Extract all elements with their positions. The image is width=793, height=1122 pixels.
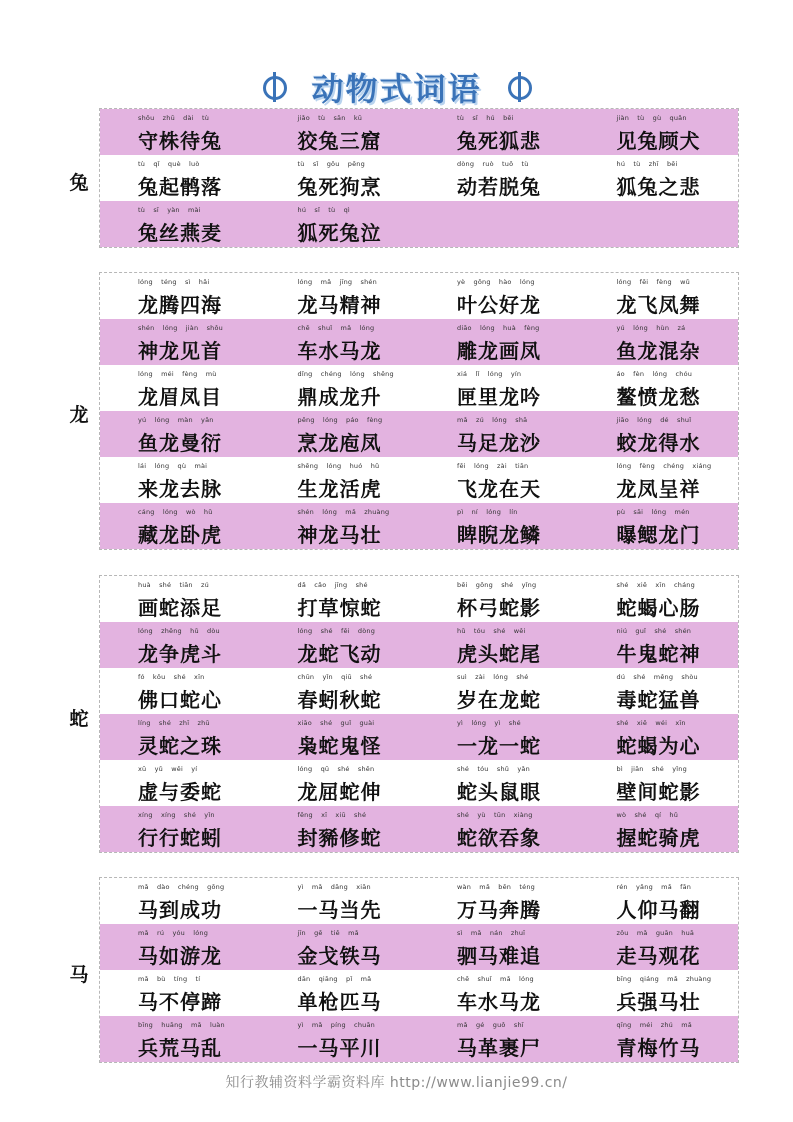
idiom-word: 龙腾四海 (138, 293, 222, 317)
idiom-cell (100, 970, 260, 1016)
idiom-pinyin: wò shé qí hǔ (616, 811, 679, 819)
idiom-cell (419, 668, 579, 714)
idiom-pinyin: dǐng chéng lóng shēng (297, 370, 394, 378)
idiom-cell (579, 806, 739, 852)
idiom-pinyin: zǒu mǎ guān huā (616, 929, 695, 937)
idiom-word: 金戈铁马 (297, 944, 382, 968)
idiom-cell (260, 411, 420, 457)
idiom-word: 神龙马壮 (297, 523, 382, 547)
idiom-row (100, 924, 738, 970)
idiom-pinyin: shén lóng jiàn shǒu (138, 324, 223, 332)
idiom-cell (100, 878, 260, 924)
idiom-cell (260, 201, 420, 247)
idiom-cell (419, 457, 579, 503)
idiom-pinyin: lóng fēi fèng wǔ (616, 278, 690, 286)
idiom-cell (260, 109, 420, 155)
right-ornament-icon (504, 72, 534, 102)
idiom-cell (260, 878, 420, 924)
idiom-row (100, 457, 738, 503)
idiom-pinyin: shēng lóng huó hǔ (297, 462, 380, 470)
idiom-cell (579, 668, 739, 714)
idiom-cell (100, 411, 260, 457)
idiom-cell (100, 503, 260, 549)
idiom-cell (579, 924, 739, 970)
idiom-word: 春蚓秋蛇 (297, 688, 382, 712)
idiom-cell (579, 109, 739, 155)
idiom-word: 虎头蛇尾 (457, 642, 541, 666)
idiom-pinyin: bīng huāng mǎ luàn (138, 1021, 225, 1029)
idiom-cell (260, 970, 420, 1016)
idiom-pinyin: fēi lóng zài tiān (457, 462, 529, 470)
idiom-cell (579, 714, 739, 760)
idiom-pinyin: mǎ dào chéng gōng (138, 883, 225, 891)
idiom-word: 睥睨龙鳞 (457, 523, 541, 547)
idiom-cell (419, 109, 579, 155)
idiom-word: 飞龙在天 (457, 477, 541, 501)
idiom-word: 一马当先 (297, 898, 382, 922)
idiom-word: 马不停蹄 (138, 990, 222, 1014)
idiom-pinyin: jiǎo tù sān kū (297, 114, 363, 122)
idiom-pinyin: xū yǔ wěi yí (138, 765, 198, 773)
idiom-cell (260, 576, 420, 622)
idiom-cell (260, 273, 420, 319)
idiom-cell (100, 576, 260, 622)
section-label: 蛇 (69, 708, 89, 730)
idiom-word: 曝鳃龙门 (616, 523, 701, 547)
idiom-pinyin: jiàn tù gù quǎn (616, 114, 687, 122)
idiom-pinyin: lóng fèng chéng xiáng (616, 462, 712, 470)
idiom-pinyin: lái lóng qù mài (138, 462, 208, 470)
idiom-word: 龙眉凤目 (138, 385, 222, 409)
idiom-pinyin: dān qiāng pǐ mǎ (297, 975, 372, 983)
idiom-pinyin: shé xiē wéi xīn (616, 719, 686, 727)
idiom-word: 雕龙画凤 (457, 339, 541, 363)
idiom-row (100, 411, 738, 457)
idiom-cell (419, 714, 579, 760)
idiom-word: 单枪匹马 (297, 990, 382, 1014)
idiom-word: 万马奔腾 (457, 898, 541, 922)
idiom-pinyin: qīng méi zhú mǎ (616, 1021, 692, 1029)
idiom-word: 封豨修蛇 (297, 826, 382, 850)
idiom-cell (260, 365, 420, 411)
idiom-pinyin: suì zài lóng shé (457, 673, 529, 681)
idiom-word: 兵荒马乱 (138, 1036, 222, 1060)
idiom-pinyin: hǔ tóu shé wěi (457, 627, 526, 635)
idiom-word: 毒蛇猛兽 (616, 688, 701, 712)
idiom-cell (100, 1016, 260, 1062)
idiom-word: 龙屈蛇伸 (297, 780, 382, 804)
idiom-row (100, 273, 738, 319)
idiom-word: 兔死狐悲 (457, 129, 541, 153)
idiom-cell (579, 319, 739, 365)
idiom-cell (579, 970, 739, 1016)
idiom-word: 龙凤呈祥 (616, 477, 701, 501)
idiom-pinyin: jīn gē tiě mǎ (297, 929, 359, 937)
idiom-word: 鱼龙混杂 (616, 339, 701, 363)
idiom-cell (100, 668, 260, 714)
idiom-pinyin: bēi gōng shé yǐng (457, 581, 537, 589)
idiom-cell (419, 878, 579, 924)
idiom-pinyin: wàn mǎ bēn téng (457, 883, 535, 891)
idiom-cell (260, 924, 420, 970)
idiom-row (100, 668, 738, 714)
idiom-pinyin: rén yǎng mǎ fān (616, 883, 692, 891)
idiom-word: 车水马龙 (457, 990, 541, 1014)
idiom-cell (419, 622, 579, 668)
idiom-cell (260, 714, 420, 760)
idiom-word: 鼎成龙升 (297, 385, 382, 409)
idiom-pinyin: diāo lóng huà fèng (457, 324, 540, 332)
idiom-row (100, 970, 738, 1016)
idiom-cell (419, 576, 579, 622)
idiom-pinyin: huà shé tiān zú (138, 581, 209, 589)
idiom-pinyin: tù sī yàn mài (138, 206, 201, 214)
idiom-word: 蛇蝎为心 (616, 734, 701, 758)
idiom-pinyin: shé yù tūn xiàng (457, 811, 533, 819)
idiom-cell (419, 411, 579, 457)
idiom-cell (100, 622, 260, 668)
idiom-word: 狐兔之悲 (616, 175, 701, 199)
idiom-cell (260, 319, 420, 365)
idiom-cell (579, 201, 739, 247)
idiom-pinyin: xiá lǐ lóng yín (457, 370, 522, 378)
idiom-cell (260, 155, 420, 201)
idiom-pinyin: shén lóng mǎ zhuàng (297, 508, 390, 516)
idiom-word: 虚与委蛇 (138, 780, 222, 804)
idiom-cell (419, 503, 579, 549)
idiom-word: 马足龙沙 (457, 431, 541, 455)
idiom-cell (260, 457, 420, 503)
idiom-row (100, 760, 738, 806)
idiom-pinyin: lóng shé fēi dòng (297, 627, 376, 635)
idiom-word: 生龙活虎 (297, 477, 382, 501)
idiom-word: 叶公好龙 (457, 293, 541, 317)
idiom-cell (419, 319, 579, 365)
idiom-cell (260, 503, 420, 549)
idiom-row (100, 365, 738, 411)
idiom-cell (100, 319, 260, 365)
idiom-word: 龙争虎斗 (138, 642, 222, 666)
idiom-pinyin: niú guǐ shé shén (616, 627, 692, 635)
section-box (99, 108, 739, 248)
section-box (99, 575, 739, 853)
idiom-cell (260, 806, 420, 852)
idiom-pinyin: tù qǐ què luò (138, 160, 200, 168)
footer-source: 知行教辅资料学霸资料库 http://www.lianjie99.cn/ (225, 1075, 568, 1091)
idiom-pinyin: lóng téng sì hǎi (138, 278, 210, 286)
idiom-word: 兔丝燕麦 (138, 221, 222, 245)
idiom-cell (100, 365, 260, 411)
idiom-cell (579, 273, 739, 319)
idiom-pinyin: yì mǎ dāng xiān (297, 883, 371, 891)
idiom-pinyin: hú tù zhī bēi (616, 160, 678, 168)
idiom-pinyin: lóng zhēng hǔ dòu (138, 627, 220, 635)
idiom-word: 马到成功 (138, 898, 222, 922)
idiom-word: 蛇欲吞象 (457, 826, 541, 850)
idiom-pinyin: yú lóng hùn zá (616, 324, 686, 332)
idiom-pinyin: lóng qū shé shēn (297, 765, 375, 773)
idiom-row (100, 714, 738, 760)
idiom-pinyin: jiāo lóng dé shuǐ (616, 416, 692, 424)
idiom-word: 牛鬼蛇神 (616, 642, 701, 666)
idiom-cell (419, 806, 579, 852)
idiom-word: 鳌愤龙愁 (616, 385, 701, 409)
idiom-word: 画蛇添足 (138, 596, 222, 620)
idiom-word: 马革裹尸 (457, 1036, 541, 1060)
idiom-word: 来龙去脉 (138, 477, 222, 501)
idiom-cell (419, 970, 579, 1016)
section-label: 龙 (69, 404, 89, 426)
idiom-cell (100, 924, 260, 970)
idiom-pinyin: pù sāi lóng mén (616, 508, 690, 516)
idiom-pinyin: lóng mǎ jīng shén (297, 278, 377, 286)
section-label: 兔 (69, 172, 89, 194)
idiom-word: 马如游龙 (138, 944, 222, 968)
idiom-word: 烹龙庖凤 (297, 431, 382, 455)
idiom-cell (100, 760, 260, 806)
idiom-word: 驷马难追 (457, 944, 541, 968)
idiom-pinyin: mǎ rú yóu lóng (138, 929, 209, 937)
idiom-cell (100, 806, 260, 852)
idiom-word: 龙飞凤舞 (616, 293, 701, 317)
page-header (0, 62, 793, 112)
idiom-pinyin: yì lóng yì shé (457, 719, 521, 727)
idiom-pinyin: chūn yǐn qiū shé (297, 673, 373, 681)
idiom-pinyin: tù sǐ hú bēi (457, 114, 514, 122)
idiom-pinyin: chē shuǐ mǎ lóng (457, 975, 534, 983)
idiom-pinyin: yè gōng hào lóng (457, 278, 535, 286)
idiom-word: 人仰马翻 (616, 898, 701, 922)
idiom-pinyin: dǎ cǎo jīng shé (297, 581, 368, 589)
idiom-word: 走马观花 (616, 944, 701, 968)
idiom-pinyin: shé xiē xīn cháng (616, 581, 695, 589)
idiom-word: 见兔顾犬 (616, 129, 701, 153)
idiom-cell (419, 760, 579, 806)
idiom-pinyin: lóng méi fèng mù (138, 370, 217, 378)
idiom-cell (579, 622, 739, 668)
idiom-row (100, 622, 738, 668)
idiom-cell (260, 668, 420, 714)
idiom-word: 藏龙卧虎 (138, 523, 222, 547)
idiom-word: 岁在龙蛇 (457, 688, 541, 712)
idiom-cell (260, 1016, 420, 1062)
idiom-pinyin: fēng xī xiū shé (297, 811, 367, 819)
idiom-pinyin: mǎ zú lóng shā (457, 416, 528, 424)
idiom-cell (579, 155, 739, 201)
idiom-cell (579, 760, 739, 806)
page-title: 动物式词语 (311, 70, 482, 108)
idiom-pinyin: chē shuǐ mǎ lóng (297, 324, 375, 332)
idiom-pinyin: hú sǐ tù qì (297, 206, 350, 214)
idiom-pinyin: xíng xíng shé yǐn (138, 811, 215, 819)
idiom-word: 龙马精神 (297, 293, 382, 317)
idiom-pinyin: líng shé zhī zhū (138, 719, 210, 727)
idiom-row (100, 806, 738, 852)
idiom-word: 神龙见首 (138, 339, 222, 363)
idiom-cell (100, 155, 260, 201)
section-box (99, 877, 739, 1063)
idiom-word: 青梅竹马 (616, 1036, 701, 1060)
idiom-pinyin: mǎ bù tíng tí (138, 975, 201, 983)
idiom-word: 狡兔三窟 (297, 129, 382, 153)
idiom-cell (579, 576, 739, 622)
idiom-word: 匣里龙吟 (457, 385, 541, 409)
idiom-cell (579, 411, 739, 457)
idiom-cell (260, 760, 420, 806)
idiom-pinyin: tù sǐ gǒu pēng (297, 160, 365, 168)
idiom-pinyin: dòng ruò tuō tù (457, 160, 529, 168)
idiom-row (100, 576, 738, 622)
section-box (99, 272, 739, 550)
idiom-pinyin: cáng lóng wò hǔ (138, 508, 213, 516)
idiom-word: 兔起鹘落 (138, 175, 222, 199)
idiom-word: 龙蛇飞动 (297, 642, 382, 666)
idiom-row (100, 503, 738, 549)
idiom-word: 蛇头鼠眼 (457, 780, 541, 804)
idiom-word: 杯弓蛇影 (457, 596, 541, 620)
idiom-word: 守株待兔 (138, 129, 222, 153)
idiom-pinyin: dú shé měng shòu (616, 673, 698, 681)
idiom-word: 动若脱兔 (457, 175, 541, 199)
idiom-cell (419, 924, 579, 970)
idiom-word: 鱼龙曼衍 (138, 431, 222, 455)
idiom-row (100, 1016, 738, 1062)
idiom-row (100, 155, 738, 201)
idiom-pinyin: shé tóu shǔ yǎn (457, 765, 530, 773)
idiom-word: 一马平川 (297, 1036, 382, 1060)
idiom-word: 兵强马壮 (616, 990, 701, 1014)
idiom-word: 握蛇骑虎 (616, 826, 701, 850)
idiom-cell (579, 365, 739, 411)
idiom-pinyin: pēng lóng páo fèng (297, 416, 383, 424)
idiom-cell (100, 109, 260, 155)
idiom-cell (419, 365, 579, 411)
idiom-cell (100, 273, 260, 319)
idiom-word: 枭蛇鬼怪 (297, 734, 382, 758)
idiom-pinyin: bì jiān shé yǐng (616, 765, 687, 773)
idiom-row (100, 201, 738, 247)
idiom-pinyin: mǎ gé guǒ shī (457, 1021, 524, 1029)
idiom-word: 蛇蝎心肠 (616, 596, 701, 620)
idiom-word: 行行蛇蚓 (138, 826, 222, 850)
idiom-word: 兔死狗烹 (297, 175, 382, 199)
idiom-cell (579, 878, 739, 924)
idiom-pinyin: fó kǒu shé xīn (138, 673, 205, 681)
idiom-pinyin: bīng qiáng mǎ zhuàng (616, 975, 712, 983)
idiom-cell (100, 201, 260, 247)
idiom-pinyin: pì ní lóng lín (457, 508, 518, 516)
idiom-cell (260, 622, 420, 668)
idiom-row (100, 109, 738, 155)
idiom-cell (419, 273, 579, 319)
idiom-word: 一龙一蛇 (457, 734, 541, 758)
idiom-cell (579, 503, 739, 549)
idiom-pinyin: shǒu zhū dài tù (138, 114, 210, 122)
idiom-word: 灵蛇之珠 (138, 734, 222, 758)
idiom-row (100, 878, 738, 924)
idiom-word: 佛口蛇心 (138, 688, 222, 712)
idiom-cell (579, 1016, 739, 1062)
idiom-row (100, 319, 738, 365)
idiom-word: 壁间蛇影 (616, 780, 701, 804)
section-label: 马 (69, 964, 89, 986)
idiom-word: 车水马龙 (297, 339, 382, 363)
idiom-cell (419, 155, 579, 201)
idiom-pinyin: áo fèn lóng chóu (616, 370, 693, 378)
idiom-cell (100, 714, 260, 760)
idiom-word: 打草惊蛇 (297, 596, 382, 620)
left-ornament-icon (259, 72, 289, 102)
idiom-pinyin: yú lóng màn yǎn (138, 416, 214, 424)
idiom-pinyin: sì mǎ nán zhuī (457, 929, 526, 937)
idiom-cell (579, 457, 739, 503)
idiom-word: 蛟龙得水 (616, 431, 701, 455)
idiom-pinyin: xiāo shé guǐ guài (297, 719, 375, 727)
idiom-word: 狐死兔泣 (297, 221, 382, 245)
idiom-pinyin: yì mǎ píng chuān (297, 1021, 375, 1029)
idiom-cell (419, 1016, 579, 1062)
idiom-cell (419, 201, 579, 247)
idiom-cell (100, 457, 260, 503)
